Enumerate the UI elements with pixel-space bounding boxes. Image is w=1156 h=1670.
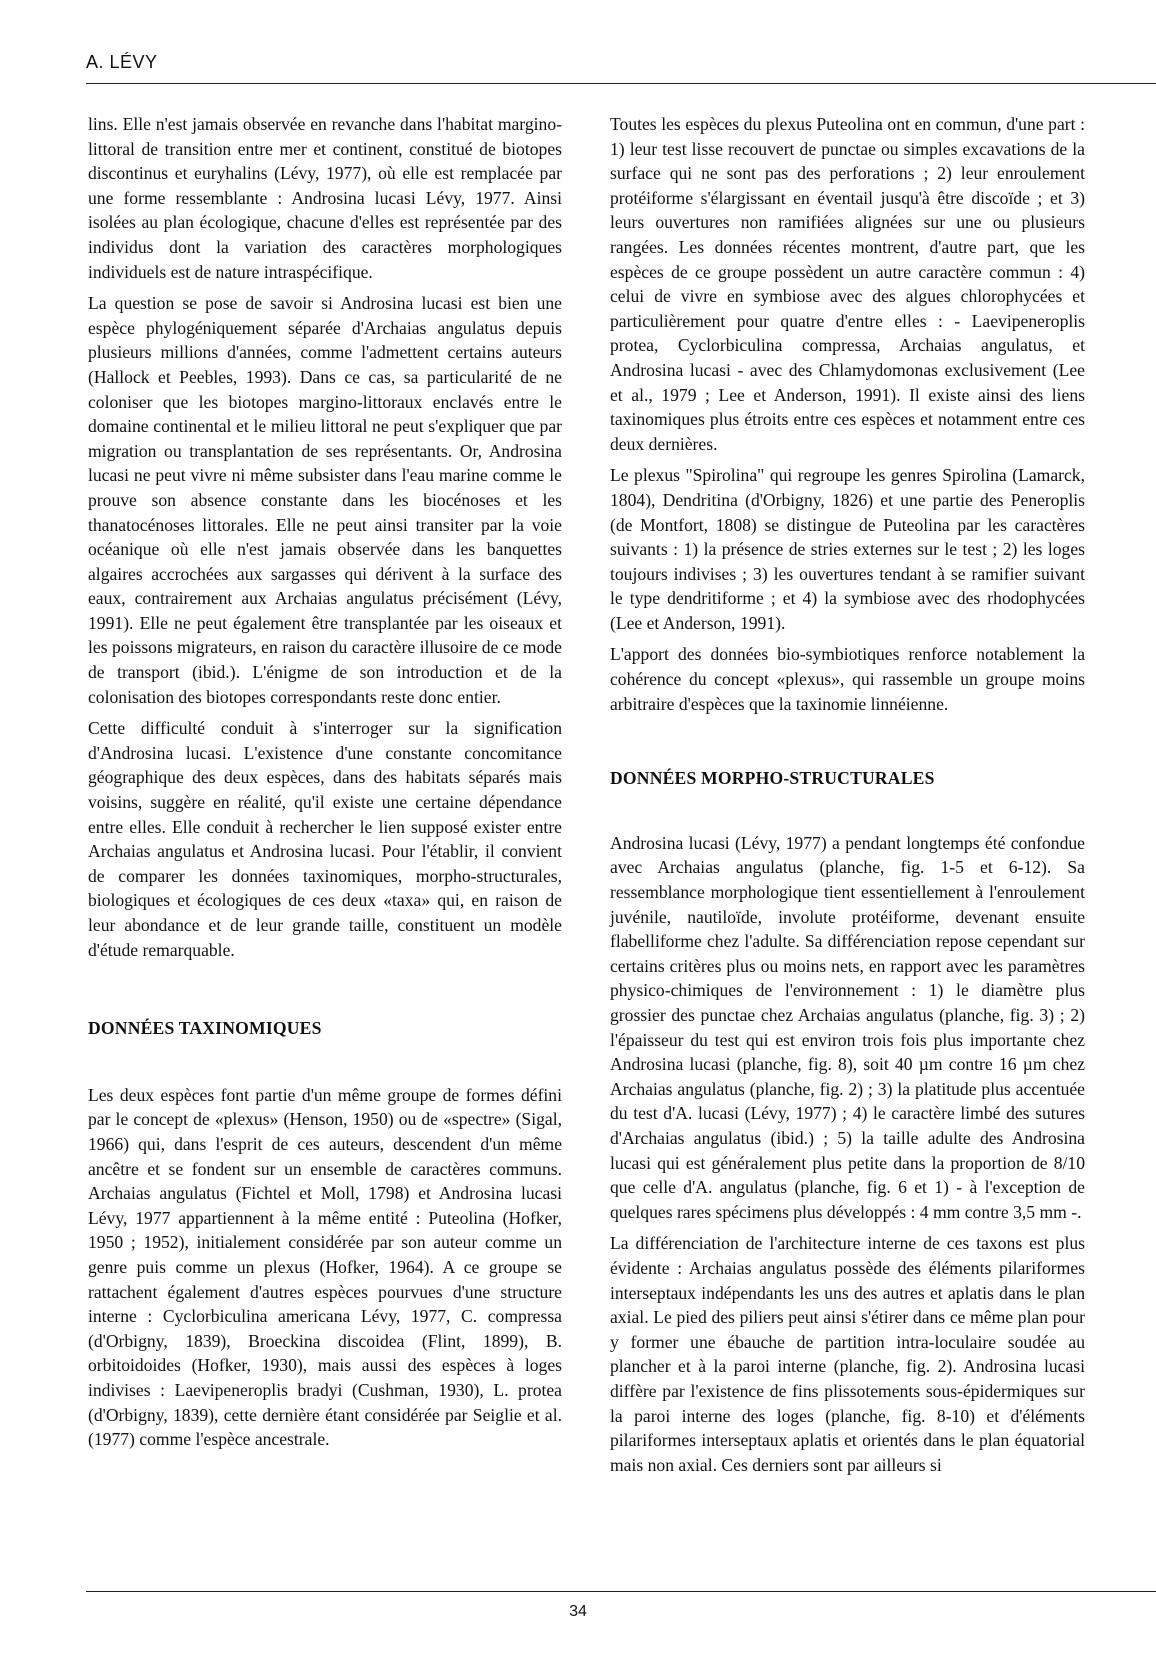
- paragraph: lins. Elle n'est jamais observée en revanche dans l'habitat margino-littoral de transition entre mer et continent, constitué de biotopes discontinus et euryhalins (Lévy, 1977), où elle est remplacée par une forme ressemblante : Androsina lucasi Lévy, 1977. Ainsi isolées au plan écologique, chacune d'elles est représentée par des individus dont la variation des caractères morphologiques individuels est de nature intraspécifique.: [88, 114, 562, 282]
- running-head: A. LÉVY: [86, 52, 158, 72]
- paragraph: Le plexus "Spirolina" qui regroupe les genres Spirolina (Lamarck, 1804), Dendritina (d'Orbigny, 1826) et une partie des Peneroplis (de Montfort, 1808) se distingue de Puteolina par les caractères suivants : 1) la présence de stries externes sur le test ; 2) les loges toujours indivises ; 3) les ouvertures tendant à se ramifier suivant le type dendritiforme ; et 4) la symbiose avec des rhodophycées (Lee et Anderson, 1991).: [610, 465, 1085, 633]
- footer-rule: [86, 1591, 1156, 1592]
- paragraph: La question se pose de savoir si Androsina lucasi est bien une espèce phylogéniquement séparée d'Archaias angulatus depuis plusieurs millions d'années, comme l'admettent certains auteurs (Hallock et Peebles, 1993). Dans ce cas, sa particularité de ne coloniser que les biotopes margino-littoraux enclavés entre le domaine continental et le milieu littoral ne peut s'expliquer que par migration ou transplantation de ses représentants. Or, Androsina lucasi ne peut vivre ni même subsister dans l'eau marine comme le prouve son absence constante dans les biocénoses et les thanatocénoses littorales. Elle ne peut ainsi transiter par la voie océanique où elle n'est jamais observée dans les banquettes algaires accrochées aux sargasses qui dérivent à la surface des eaux, contrairement aux Archaias angulatus précisément (Lévy, 1991). Elle ne peut également être transplantée par les oiseaux et les poissons migrateurs, en raison du caractère illusoire de ce mode de transport (ibid.). L'énigme de son introduction et de la colonisation des biotopes correspondants reste donc entier.: [88, 293, 562, 707]
- paragraph: Androsina lucasi (Lévy, 1977) a pendant longtemps été confondue avec Archaias angulatus (planche, fig. 1-5 et 6-12). Sa ressemblance morphologique tient essentiellement à l'enroulement juvénile, nautiloïde, involute protéiforme, devenant ensuite flabelliforme chez l'adulte. Sa différenciation repose cependant sur certains critères plus ou moins nets, en rapport avec les paramètres physico-chimiques de l'environnement : 1) le diamètre plus grossier des punctae chez Archaias angulatus (planche, fig. 3) ; 2) l'épaisseur du test qui est environ trois fois plus importante chez Androsina lucasi (planche, fig. 8), soit 40 µm contre 16 µm chez Archaias angulatus (planche, fig. 2) ; 3) la platitude plus accentuée du test d'A. lucasi (Lévy, 1977) ; 4) le caractère limbé des sutures d'Archaias angulatus (ibid.) ; 5) la taille adulte des Androsina lucasi qui est généralement plus petite dans la proportion de 8/10 que celle d'A. angulatus (planche, fig. 6 et 1) - à l'exception de quelques rares spécimens plus développés : 4 mm contre 3,5 mm -.: [610, 832, 1085, 1222]
- paragraph: Les deux espèces font partie d'un même groupe de formes défini par le concept de «plexus» (Henson, 1950) ou de «spectre» (Sigal, 1966) qui, dans l'esprit de ces auteurs, descendent d'un même ancêtre et se fondent sur un ensemble de caractères communs. Archaias angulatus (Fichtel et Moll, 1798) et Androsina lucasi Lévy, 1977 appartiennent à la même entité : Puteolina (Hofker, 1950 ; 1952), initialement considérée par son auteur comme un genre puis comme un plexus (Hofker, 1964). A ce groupe se rattachent également d'autres espèces pourvues d'une structure interne : Cyclorbiculina americana Lévy, 1977, C. compressa (d'Orbigny, 1839), Broeckina discoidea (Flint, 1899), B. orbitoidoides (Hofker, 1930), mais aussi des espèces à loges indivises : Laevipeneroplis bradyi (Cushman, 1930), L. protea (d'Orbigny, 1839), cette dernière étant considérée par Seiglie et al. (1977) comme l'espèce ancestrale.: [88, 1084, 562, 1450]
- header-rule: [86, 83, 1156, 84]
- paragraph: La différenciation de l'architecture interne de ces taxons est plus évidente : Archaias angulatus possède des éléments pilariformes interseptaux indépendants les uns des autres et aplatis dans le plan axial. Le pied des piliers peut ainsi s'étirer dans ce même plan pour y former une ébauche de partition intra-loculaire soudée au plancher et à la paroi interne (planche, fig. 2). Androsina lucasi diffère par l'existence de fins plissotements sous-épidermiques sur la paroi interne des loges (planche, fig. 8-10) et d'éléments pilariformes interseptaux aplatis et orientés dans le plan équatorial mais non axial. Ces derniers sont par ailleurs si: [610, 1233, 1085, 1475]
- section-heading: DONNÉES MORPHO-STRUCTURALES: [610, 768, 935, 789]
- paragraph: Cette difficulté conduit à s'interroger sur la signification d'Androsina lucasi. L'existence d'une constante concomitance géographique des deux espèces, dans des habitats séparés mais voisins, suggère en réalité, qu'il existe une certaine dépendance entre elles. Elle conduit à rechercher le lien supposé exister entre Archaias angulatus et Androsina lucasi. Pour l'établir, il convient de comparer les données taxinomiques, morpho-structurales, biologiques et écologiques de ces deux «taxa» qui, en raison de leur abondance et de leur grande taille, constituent un modèle d'étude remarquable.: [88, 718, 562, 960]
- page-number: 34: [569, 1603, 587, 1620]
- paragraph: L'apport des données bio-symbiotiques renforce notablement la cohérence du concept «plexus», qui rassemble un groupe moins arbitraire d'espèces que la taxinomie linnéienne.: [610, 644, 1085, 714]
- paragraph: Toutes les espèces du plexus Puteolina ont en commun, d'une part : 1) leur test lisse recouvert de punctae ou simples excavations de la surface qui ne sont pas des perforations ; 2) leur enroulement protéiforme s'élargissant en éventail jusqu'à être discoïde ; et 3) leurs ouvertures non ramifiées alignées sur une ou plusieurs rangées. Les données récentes montrent, d'autre part, que les espèces de ce groupe possèdent un autre caractère commun : 4) celui de vivre en symbiose avec des algues chlorophycées et particulièrement pour quatre d'entre elles : - Laevipeneroplis protea, Cyclorbiculina compressa, Archaias angulatus, et Androsina lucasi - avec des Chlamydomonas exclusivement (Lee et al., 1979 ; Lee et Anderson, 1991). Il existe ainsi des liens taxinomiques plus étroits entre ces espèces et notamment entre ces deux dernières.: [610, 114, 1085, 454]
- left-column: [88, 112, 562, 1459]
- right-column: [610, 112, 1085, 1484]
- section-heading: DONNÉES TAXINOMIQUES: [88, 1018, 322, 1039]
